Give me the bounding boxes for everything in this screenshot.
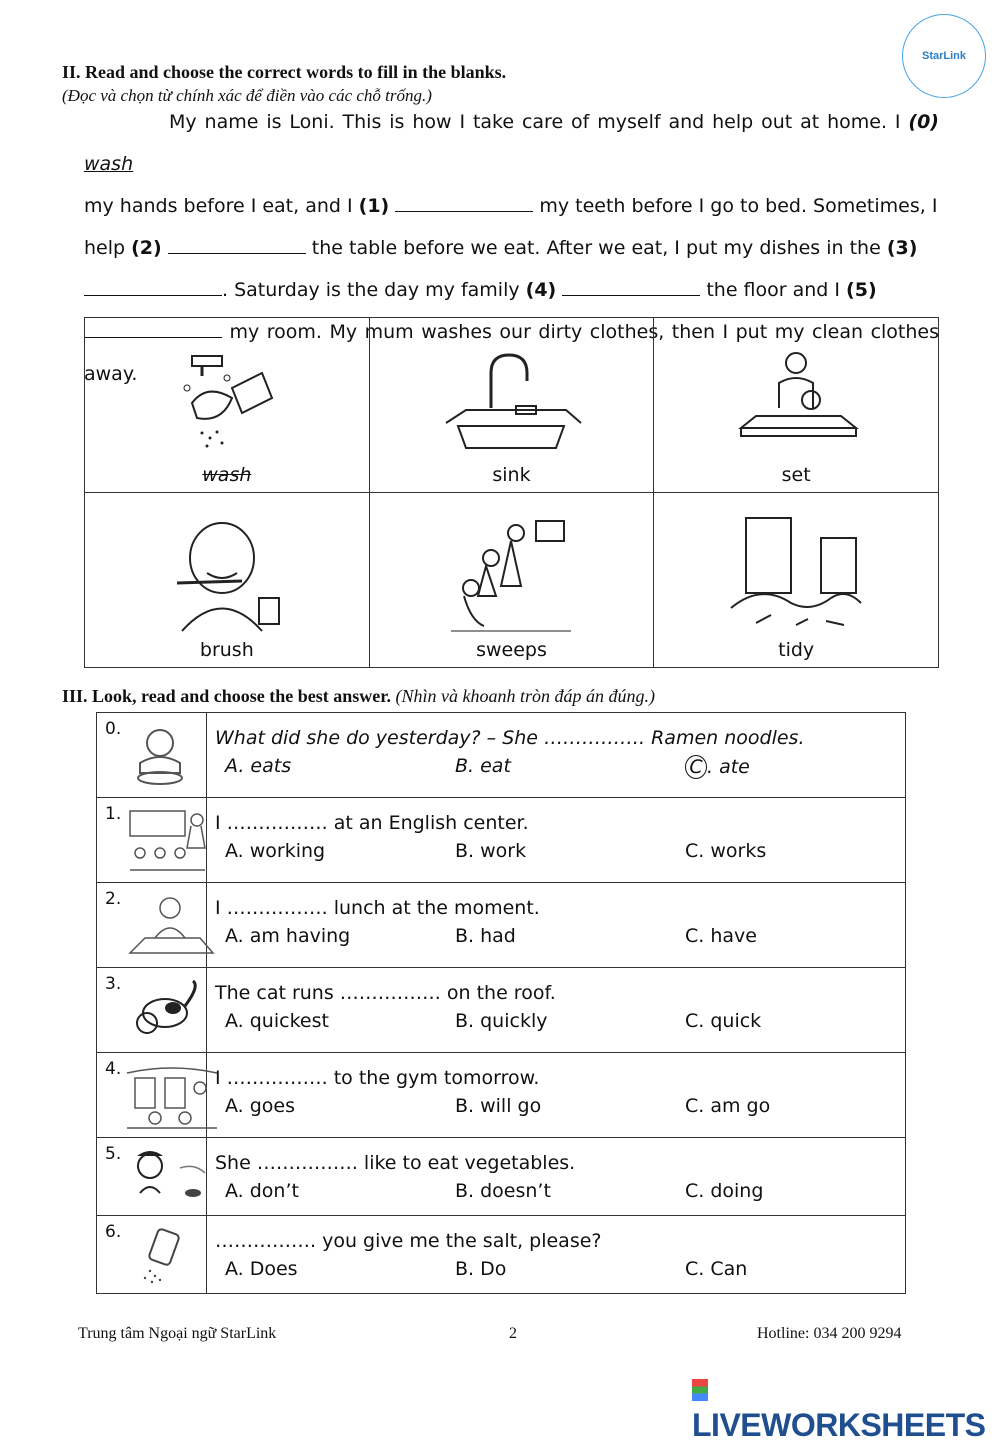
question-row (97, 798, 906, 883)
question-text: I ……………. to the gym tomorrow. (215, 1067, 540, 1089)
option-c[interactable]: C. Can (685, 1258, 748, 1280)
option-c[interactable]: C. works (685, 840, 767, 862)
option-b[interactable]: B. had (455, 925, 516, 947)
blank-marker-0: (0) (908, 111, 939, 133)
blank-1[interactable] (395, 197, 533, 212)
word-cell-sweeps (369, 493, 654, 668)
option-c[interactable] (675, 755, 905, 783)
question-number: 2. (105, 889, 122, 909)
question-row (97, 713, 906, 798)
gym-icon (125, 1063, 220, 1133)
section3-title: III. Look, read and choose the best answer. (62, 686, 392, 706)
option-a[interactable]: A. quickest (225, 1010, 329, 1032)
option-b[interactable]: B. Do (455, 1258, 507, 1280)
question-number-cell (97, 883, 207, 968)
blank-3[interactable] (84, 281, 222, 296)
messy-room-icon (726, 513, 866, 633)
question-body (207, 1053, 906, 1138)
word-picture-table (84, 317, 939, 668)
question-number-cell (97, 1053, 207, 1138)
option-a[interactable]: A. working (225, 840, 326, 862)
option-b[interactable]: B. will go (455, 1095, 542, 1117)
question-number-cell (97, 968, 207, 1053)
classroom-icon (125, 808, 215, 878)
word-wash: wash (202, 464, 252, 486)
option-a[interactable]: A. eats (225, 755, 292, 777)
passage-text: my teeth before I go to bed. Sometimes, I (533, 195, 938, 217)
blank-marker-1: (1) (358, 195, 390, 217)
question-row (97, 883, 906, 968)
option-b[interactable]: B. work (455, 840, 527, 862)
option-b[interactable]: B. quickly (455, 1010, 548, 1032)
word-cell-set (654, 318, 939, 493)
running-cat-icon (125, 978, 205, 1043)
option-c[interactable]: C. doing (685, 1180, 764, 1202)
option-a[interactable]: A. am having (225, 925, 351, 947)
question-row (97, 1138, 906, 1216)
option-c-text: . ate (707, 756, 750, 778)
page-number: 2 (509, 1325, 517, 1342)
example-answer: wash (84, 153, 134, 175)
question-row (97, 1216, 906, 1294)
word-cell-tidy (654, 493, 939, 668)
section3-subtitle: (Nhìn và khoanh tròn đáp án đúng.) (395, 686, 656, 706)
word-cell-wash (85, 318, 370, 493)
blank-marker-5: (5) (846, 279, 877, 301)
footer-hotline: Hotline: 034 200 9294 (757, 1325, 902, 1342)
blank-4[interactable] (562, 281, 700, 296)
question-text: What did she do yesterday? – She ……………. Ramen noodles. (215, 727, 805, 749)
logo-text: StarLink (921, 50, 966, 62)
option-b[interactable]: B. doesn’t (455, 1180, 551, 1202)
cleaning-family-icon (446, 513, 576, 633)
liveworksheets-logo-icon (692, 1379, 708, 1401)
question-number-cell (97, 713, 207, 798)
setting-table-icon (731, 348, 861, 458)
question-text: The cat runs ……………. on the roof. (215, 982, 556, 1004)
word-sweeps: sweeps (476, 639, 547, 661)
blank-marker-4: (4) (525, 279, 557, 301)
section3-heading (62, 686, 655, 707)
passage-text: my room. My mum washes our dirty clothes, then I put my clean clothes away. (84, 321, 939, 385)
question-number-cell (97, 1216, 207, 1294)
question-text: She ……………. like to eat vegetables. (215, 1152, 576, 1174)
question-number-cell (97, 798, 207, 883)
girl-eating-noodles-icon (125, 723, 195, 788)
passage-text: the floor and I (700, 279, 847, 301)
option-a[interactable]: A. don’t (225, 1180, 299, 1202)
section2-title: II. Read and choose the correct words to fill in the blanks. (62, 62, 507, 82)
passage-text: My name is Loni. This is how I take care of myself and help out at home. I (169, 111, 909, 133)
word-sink: sink (492, 464, 531, 486)
section2-subtitle: (Đọc và chọn từ chính xác để điền vào các chỗ trống.) (62, 86, 432, 105)
passage-text: help (84, 237, 132, 259)
question-body (207, 1216, 906, 1294)
footer-center-name: Trung tâm Ngoại ngữ StarLink (78, 1325, 277, 1342)
question-body (207, 883, 906, 968)
washing-hands-icon (172, 348, 282, 458)
passage-text: the table before we eat. After we eat, I put my dishes in the (305, 237, 887, 259)
brushing-teeth-icon (167, 513, 287, 633)
option-a[interactable]: A. Does (225, 1258, 298, 1280)
word-brush: brush (199, 639, 254, 661)
salt-shaker-icon (125, 1226, 195, 1286)
question-row (97, 968, 906, 1053)
passage-text: my hands before I eat, and I (84, 195, 359, 217)
question-number: 1. (105, 804, 122, 824)
question-number: 6. (105, 1222, 122, 1242)
question-text: ……………. you give me the salt, please? (215, 1230, 602, 1252)
watermark-text: LIVEWORKSHEETS (692, 1407, 986, 1443)
word-cell-brush (85, 493, 370, 668)
question-number: 0. (105, 719, 122, 739)
questions-table (96, 712, 906, 1294)
option-c[interactable]: C. quick (685, 1010, 762, 1032)
question-body (207, 798, 906, 883)
word-cell-sink (369, 318, 654, 493)
sink-icon (436, 348, 586, 458)
question-number: 5. (105, 1144, 122, 1164)
blank-2[interactable] (168, 239, 306, 254)
question-number: 4. (105, 1059, 122, 1079)
blank-marker-2: (2) (131, 237, 162, 259)
question-number-cell (97, 1138, 207, 1216)
liveworksheets-watermark (692, 1370, 999, 1444)
option-a[interactable]: A. goes (225, 1095, 296, 1117)
starlink-logo (902, 14, 986, 98)
blank-marker-3: (3) (886, 237, 918, 259)
option-c[interactable]: C. have (685, 925, 757, 947)
girl-refusing-vegetables-icon (125, 1148, 210, 1203)
word-set: set (781, 464, 811, 486)
circled-answer: C (685, 755, 707, 779)
option-b[interactable]: B. eat (455, 755, 511, 777)
eating-lunch-icon (125, 893, 215, 958)
question-body (207, 713, 906, 798)
option-c[interactable]: C. am go (685, 1095, 771, 1117)
question-text: I ……………. lunch at the moment. (215, 897, 540, 919)
word-tidy: tidy (778, 639, 815, 661)
passage-text: . Saturday is the day my family (222, 279, 526, 301)
question-body (207, 1138, 906, 1216)
question-number: 3. (105, 974, 122, 994)
question-text: I ……………. at an English center. (215, 812, 529, 834)
question-row (97, 1053, 906, 1138)
question-body (207, 968, 906, 1053)
